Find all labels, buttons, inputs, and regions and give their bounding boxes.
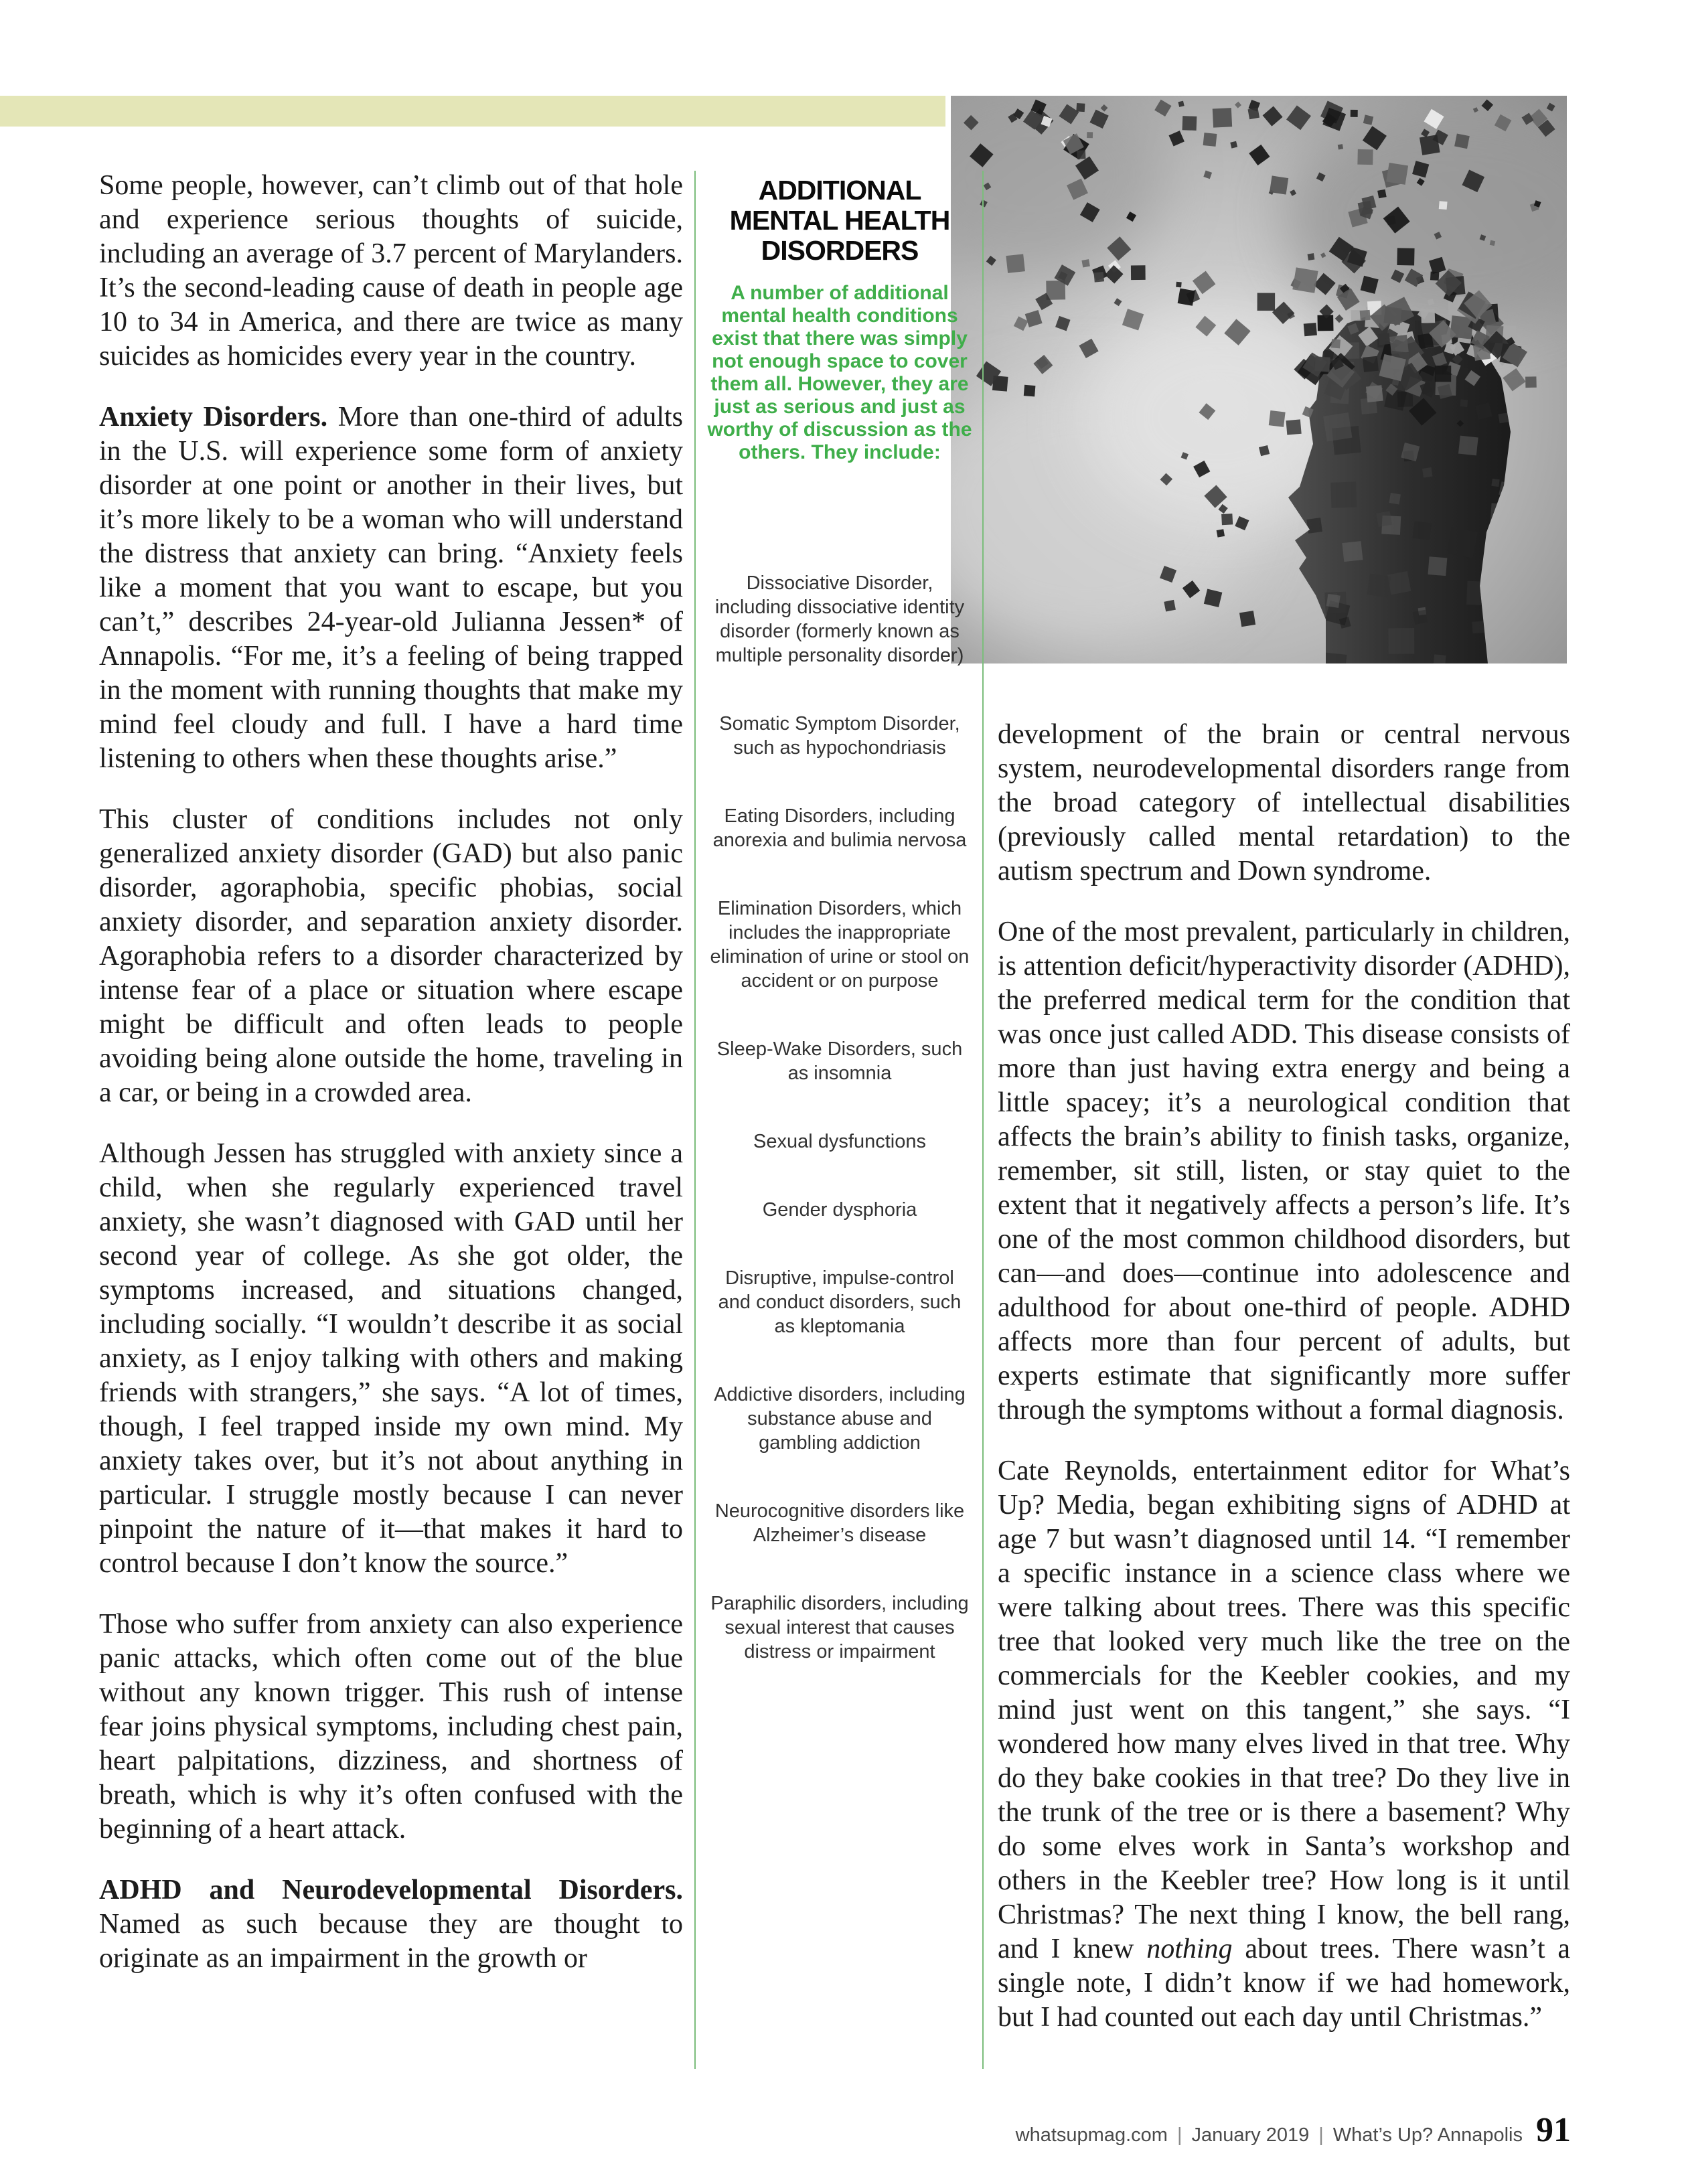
paragraph-text: Although Jessen has struggled with anxiety since a child, when she regularly experienced travel anxiety, she wasn’t diagnosed with GAD until her second year of college. As she got older, the symptoms increased, and situations changed, including socially. “I wouldn’t describe it as social anxiety, as I enjoy talking with others and making friends with strangers,” she says. “A lot of times, though, I feel trapped inside my own mind. My anxiety takes over, but it’s not about anything in particular. I struggle mostly because I can never pinpoint the nature of it—that makes it hard to control because I don’t know the source.” [99, 1138, 683, 1579]
paragraph-text: Those who suffer from anxiety can also experience panic attacks, which often come out of the blue without any known trigger. This rush of intense fear joins physical symptoms, including chest pain, heart palpitations, dizziness, and shortness of breath, which is why it’s often confused with the beginning of a heart attack. [99, 1609, 683, 1845]
footer-publication: What’s Up? Annapolis [1332, 2124, 1523, 2146]
paragraph-lead: Anxiety Disorders. [99, 402, 328, 433]
left-article-column [99, 169, 683, 2003]
footer-separator: | [1176, 2124, 1182, 2146]
sidebar-disorder-list [707, 571, 972, 1664]
paragraph [99, 1137, 683, 1581]
paragraph-text: about trees. There wasn’t a single note, I didn’t know if we had homework, but I had counted out each day until Christmas.” [998, 1934, 1570, 2033]
top-accent-band [0, 96, 945, 127]
paragraph [99, 1608, 683, 1847]
list-item: Elimination Disorders, which includes the inappropriate elimination of urine or stool on accident or on purpose [710, 898, 970, 992]
sidebar-intro: A number of additional mental health conditions exist that there was simply not enough space to cover them all. However, they are just as serious and just as worthy of discussion as the others. They include: [707, 282, 972, 463]
paragraph: One of the most prevalent, particularly in children, is attention deficit/hyperactivity disorder (ADHD), the preferred medical term for the condition that was once just called ADD. This disease consists of more than just having extra energy and being a little spacey; it’s a neurological condition that affects the brain’s ability to finish tasks, organize, remember, sit still, listen, or stay quiet to the extent that it negatively affects a person’s life. It’s one of the most common childhood disorders, but can—and does—continue into adolescence and adulthood for about one-third of people. ADHD affects more than four percent of adults, but experts estimate that significantly more suffer through the symptoms without a formal diagnosis. [998, 917, 1570, 1425]
sidebar-title [707, 175, 972, 266]
list-item: Somatic Symptom Disorder, such as hypochondriasis [719, 713, 960, 759]
paragraph-text: This cluster of conditions includes not only generalized anxiety disorder (GAD) but also panic disorder, agoraphobia, specific phobias, social anxiety disorder, and separation anxiety disorder. Agoraphobia refers to a disorder characterized by intense fear of a place or situation where escape might be difficult and often leads to people avoiding being alone outside the home, traveling in a car, or being in a crowded area. [99, 804, 683, 1108]
column-rule-left [694, 171, 696, 2069]
list-item: Paraphilic disorders, including sexual interest that causes distress or impairment [710, 1593, 969, 1662]
sidebar-title-line: MENTAL HEALTH [729, 205, 950, 236]
paragraph-text: Some people, however, can’t climb out of that hole and experience serious thoughts of suicide, including an average of 3.7 percent of Marylanders. It’s the second-leading cause of death in people age 10 to 34 in America, and there are twice as many suicides as homicides every year in the country. [99, 170, 683, 372]
list-item: Sexual dysfunctions [753, 1131, 926, 1152]
list-item: Neurocognitive disorders like Alzheimer’s disease [714, 1500, 965, 1546]
page-footer [1016, 2110, 1571, 2150]
paragraph [99, 1873, 683, 1976]
paragraph-lead: ADHD and Neurodevelopmental Disorders. [99, 1875, 683, 1905]
paragraph [99, 803, 683, 1110]
sidebar-title-line: ADDITIONAL [758, 175, 921, 206]
footer-date: January 2019 [1191, 2124, 1310, 2146]
paragraph [998, 1454, 1570, 2035]
sidebar-additional-disorders [707, 175, 972, 1708]
paragraph [99, 400, 683, 776]
sidebar-title-line: DISORDERS [761, 235, 919, 266]
paragraph-text: More than one-third of adults in the U.S. will experience some form of anxiety disorder at one point or another in their lives, but it’s more likely to be a woman who will understand the distress that anxiety can bring. “Anxiety feels like a moment that you want to escape, but you can’t,” describes 24-year-old Julianna Jessen* of Annapolis. “For me, it’s a feeling of being trapped in the moment with running thoughts that make my mind feel cloudy and full. I have a hard time listening to others when these thoughts arise.” [99, 402, 683, 774]
list-item: Disruptive, impulse-control and conduct disorders, such as kleptomania [718, 1267, 962, 1337]
paragraph [99, 169, 683, 374]
list-item: Addictive disorders, including substance abuse and gambling addiction [714, 1384, 966, 1454]
paragraph-text: Cate Reynolds, entertainment editor for What’s Up? Media, began exhibiting signs of ADHD at age 7 but wasn’t diagnosed until 14. “I remember a specific instance in a science class where we were talking about trees. There was this specific tree that looked very much like the tree on the commercials for the Keebler cookies, and my mind just went on this tangent,” she says. “I wondered how many elves lived in that tree. Why do they bake cookies in that tree? Do they live in the trunk of the tree or is there a basement? Why do some elves work in Santa’s workshop and others in the Keebler tree? How long is it until Christmas? The next thing I know, the bell rang, and I knew [998, 1456, 1570, 1964]
paragraph: development of the brain or central nervous system, neurodevelopmental disorders range from the broad category of intellectual disabilities (previously called mental retardation) to the autism spectrum and Down syndrome. [998, 719, 1570, 886]
right-article-column [998, 718, 1570, 2061]
footer-site: whatsupmag.com [1015, 2124, 1168, 2146]
list-item: Dissociative Disorder, including dissociative identity disorder (formerly known as multiple personality disorder) [714, 572, 965, 666]
column-rule-right [982, 171, 984, 2069]
page-number: 91 [1536, 2111, 1571, 2149]
italic-word: nothing [1146, 1934, 1233, 1964]
list-item: Gender dysphoria [762, 1199, 917, 1221]
list-item: Sleep-Wake Disorders, such as insomnia [716, 1038, 963, 1084]
footer-separator: | [1318, 2124, 1324, 2146]
list-item: Eating Disorders, including anorexia and bulimia nervosa [712, 805, 967, 851]
head-dissolving-image [951, 96, 1567, 664]
paragraph-text: Named as such because they are thought to originate as an impairment in the growth or [99, 1909, 683, 1974]
